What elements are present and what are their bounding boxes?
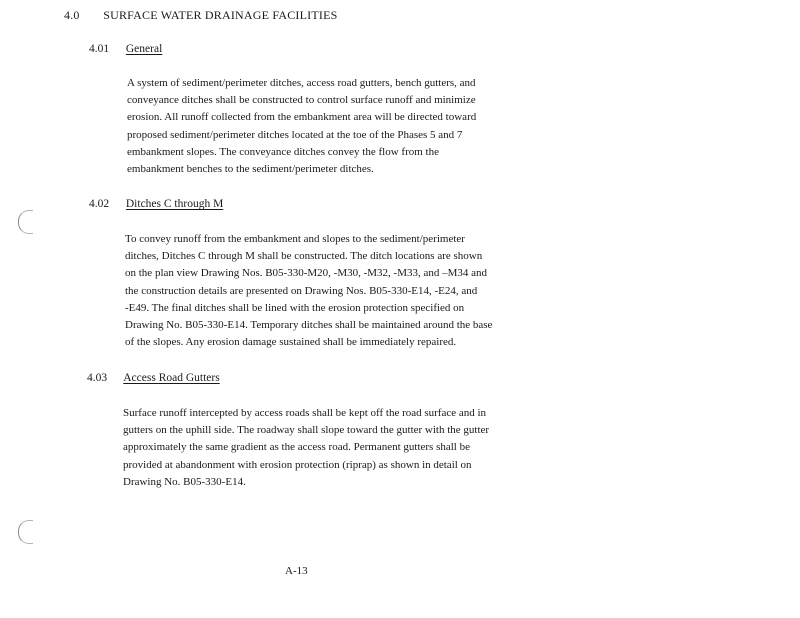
paragraph-line: embankment slopes. The conveyance ditches convey the flow from the bbox=[127, 145, 439, 158]
paragraph-line: Drawing No. B05-330-E14. Temporary ditches shall be maintained around the base bbox=[125, 319, 493, 332]
subsection-heading-access-road-gutters bbox=[87, 372, 220, 384]
paragraph-line: To convey runoff from the embankment and slopes to the sediment/perimeter bbox=[125, 233, 465, 245]
binder-hole-mark bbox=[18, 520, 33, 544]
subsection-heading-general bbox=[89, 43, 162, 55]
paragraph-line: ditches, Ditches C through M shall be constructed. The ditch locations are shown bbox=[125, 250, 483, 263]
paragraph-line: -E49. The final ditches shall be lined with the erosion protection specified on bbox=[125, 301, 465, 314]
paragraph-line: proposed sediment/perimeter ditches located at the toe of the Phases 5 and 7 bbox=[127, 128, 463, 141]
subsection-number: 4.01 bbox=[89, 43, 110, 55]
subsection-title: Ditches C through M bbox=[125, 198, 224, 210]
paragraph-line: approximately the same gradient as the access road. Permanent gutters shall be bbox=[123, 441, 470, 454]
page-number: A-13 bbox=[285, 565, 308, 577]
subsection-heading-ditches bbox=[89, 198, 223, 210]
paragraph-general bbox=[127, 75, 519, 178]
paragraph-line: Drawing No. B05-330-E14. bbox=[123, 475, 246, 488]
paragraph-line: gutters on the uphill side. The roadway shall slope toward the gutter with the gutter bbox=[123, 424, 490, 437]
paragraph-access-road-gutters bbox=[123, 405, 537, 491]
paragraph-line: erosion. All runoff collected from the embankment area will be directed toward bbox=[127, 111, 477, 124]
section-title: SURFACE WATER DRAINAGE FACILITIES bbox=[103, 8, 338, 22]
subsection-title: General bbox=[125, 43, 163, 55]
paragraph-line: the construction details are presented on Drawing Nos. B05-330-E14, -E24, and bbox=[125, 284, 478, 297]
binder-hole-mark bbox=[18, 210, 33, 234]
paragraph-line: embankment benches to the sediment/perimeter ditches. bbox=[127, 163, 374, 176]
section-number: 4.0 bbox=[64, 8, 80, 22]
paragraph-line: of the slopes. Any erosion damage sustained shall be immediately repaired. bbox=[125, 336, 457, 349]
paragraph-ditches bbox=[125, 231, 535, 351]
paragraph-line: A system of sediment/perimeter ditches, access road gutters, bench gutters, and bbox=[127, 77, 476, 89]
subsection-number: 4.03 bbox=[87, 372, 108, 384]
subsection-title: Access Road Gutters bbox=[123, 372, 220, 384]
paragraph-line: on the plan view Drawing Nos. B05-330-M20, -M30, -M32, -M33, and –M34 and bbox=[125, 267, 488, 280]
section-heading bbox=[64, 8, 337, 23]
paragraph-line: Surface runoff intercepted by access roads shall be kept off the road surface and in bbox=[123, 407, 487, 419]
paragraph-line: provided at abandonment with erosion protection (riprap) as shown in detail on bbox=[123, 458, 472, 471]
subsection-number: 4.02 bbox=[89, 198, 110, 210]
paragraph-line: conveyance ditches shall be constructed to control surface runoff and minimize bbox=[127, 94, 476, 107]
